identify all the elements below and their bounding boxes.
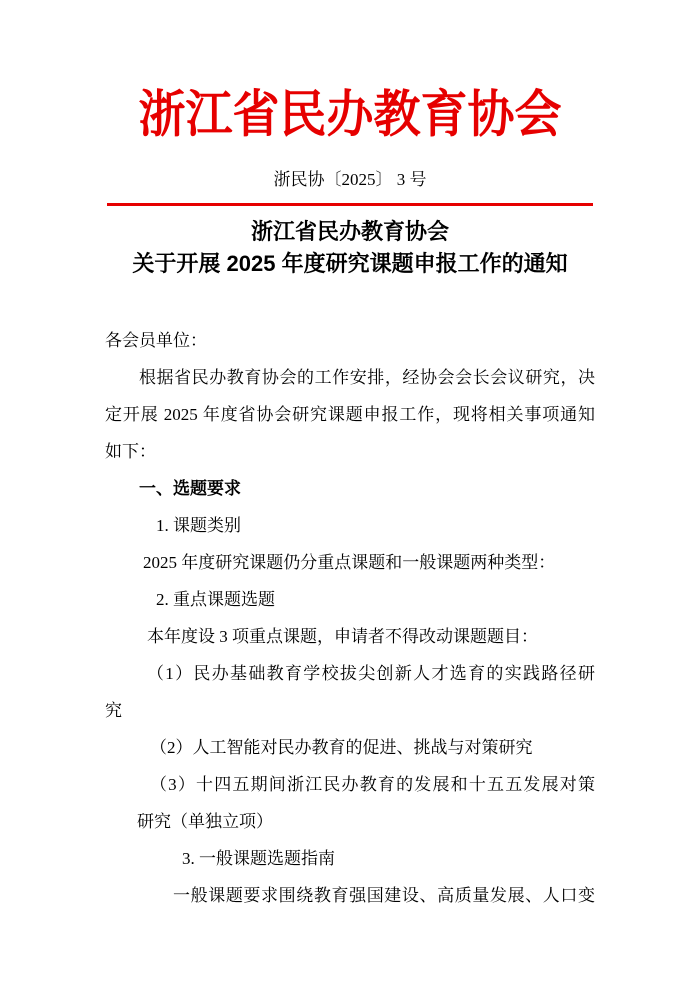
body-line: 定开展 2025 年度省协会研究课题申报工作，现将相关事项通知 xyxy=(105,405,595,424)
body-line: 一般课题要求围绕教育强国建设、高质量发展、人口变 xyxy=(173,886,595,905)
body-line-section-heading: 一、选题要求 xyxy=(139,479,241,498)
body-line: 究 xyxy=(105,701,122,720)
body-line: 2025 年度研究课题仍分重点课题和一般课题两种类型： xyxy=(143,553,556,572)
body-line: 各会员单位： xyxy=(105,331,207,350)
red-divider-rule xyxy=(107,203,593,206)
document-body xyxy=(105,322,595,914)
body-line: 如下： xyxy=(105,442,156,461)
body-line: 本年度设 3 项重点课题，申请者不得改动课题题目： xyxy=(147,627,538,646)
letterhead-org-title: 浙江省民办教育协会 xyxy=(138,87,562,144)
body-line: （3）十四五期间浙江民办教育的发展和十五五发展对策 xyxy=(150,775,595,794)
body-line: 根据省民办教育协会的工作安排，经协会会长会议研究，决 xyxy=(139,368,595,387)
body-line: （1）民办基础教育学校拔尖创新人才选育的实践路径研 xyxy=(147,664,595,683)
document-title-line-1: 浙江省民办教育协会 xyxy=(250,219,449,244)
body-line: （2）人工智能对民办教育的促进、挑战与对策研究 xyxy=(150,738,533,757)
body-line: 1. 课题类别 xyxy=(156,516,241,535)
document-title-line-2: 关于开展 2025 年度研究课题申报工作的通知 xyxy=(132,251,568,276)
document-number: 浙民协〔2025〕 3 号 xyxy=(273,170,427,189)
body-line: 3. 一般课题选题指南 xyxy=(182,849,335,868)
body-line: 研究（单独立项） xyxy=(137,812,273,831)
body-line: 2. 重点课题选题 xyxy=(156,590,275,609)
